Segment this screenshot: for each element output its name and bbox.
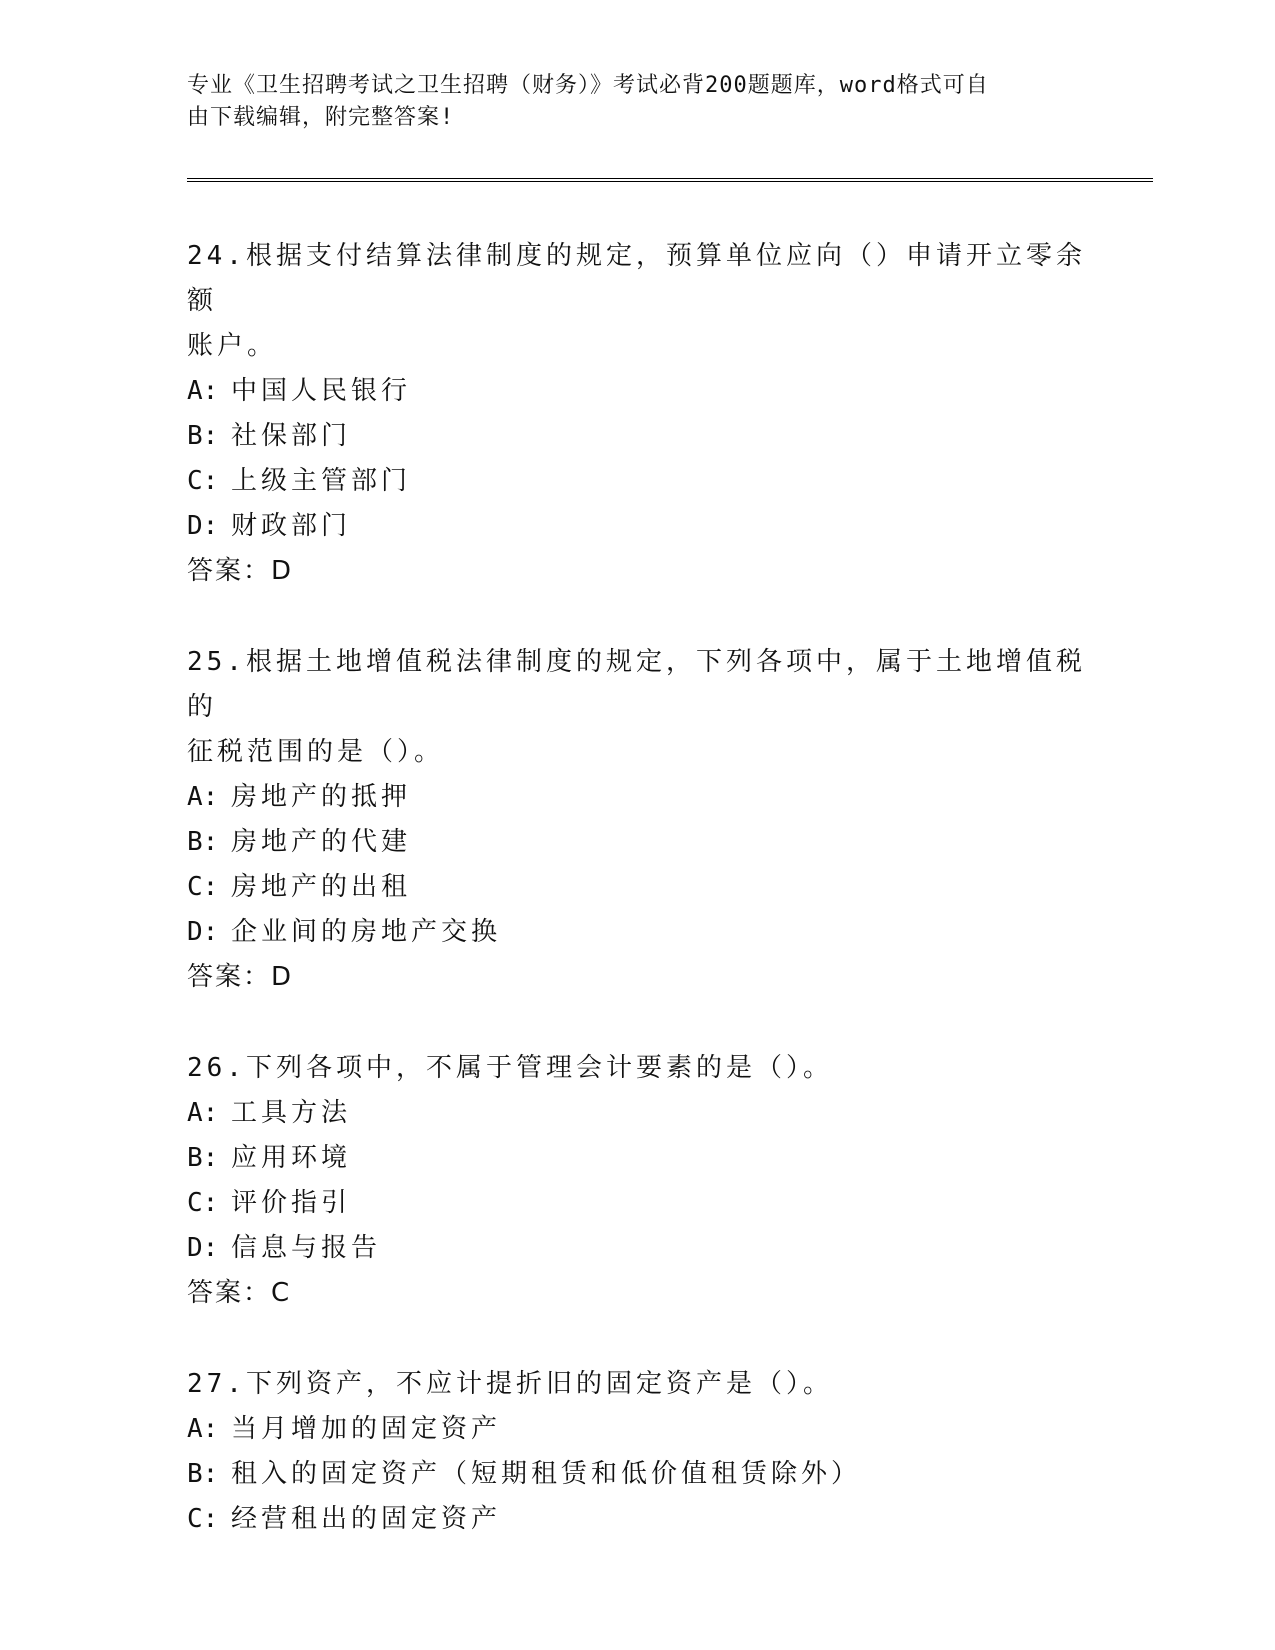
option-letter: A: <box>187 376 219 406</box>
option-b <box>187 1452 1087 1497</box>
option-b <box>187 414 1087 459</box>
option-b <box>187 820 1087 865</box>
option-d <box>187 910 1087 955</box>
option-a <box>187 775 1087 820</box>
option-text: 房地产的出租 <box>231 872 412 902</box>
option-text: 评价指引 <box>231 1188 352 1218</box>
question-stem-line-2: 账户。 <box>187 331 278 361</box>
question-27 <box>187 1362 1087 1542</box>
option-letter: B: <box>187 421 219 451</box>
option-text: 房地产的代建 <box>231 827 412 857</box>
option-letter: B: <box>187 1143 219 1173</box>
question-stem <box>187 1046 1087 1091</box>
option-letter: D: <box>187 511 219 541</box>
option-text: 企业间的房地产交换 <box>231 917 502 947</box>
option-letter: D: <box>187 917 219 947</box>
question-list <box>187 234 1087 1588</box>
option-a <box>187 1091 1087 1136</box>
option-a <box>187 1407 1087 1452</box>
header-line-1: 专业《卫生招聘考试之卫生招聘（财务）》考试必背200题题库，word格式可自 <box>187 73 989 98</box>
option-text: 当月增加的固定资产 <box>231 1414 502 1444</box>
option-letter: D: <box>187 1233 219 1263</box>
option-letter: B: <box>187 1459 219 1489</box>
question-24 <box>187 234 1087 594</box>
answer-line: 答案：D <box>187 556 294 586</box>
option-text: 租入的固定资产（短期租赁和低价值租赁除外） <box>231 1459 862 1489</box>
question-stem-line-1: 24.根据支付结算法律制度的规定，预算单位应向（）申请开立零余额 <box>187 241 1086 316</box>
option-c <box>187 1181 1087 1226</box>
question-stem <box>187 640 1087 775</box>
option-text: 经营租出的固定资产 <box>231 1504 502 1534</box>
option-text: 中国人民银行 <box>231 376 412 406</box>
question-stem-line-1: 25.根据土地增值税法律制度的规定，下列各项中，属于土地增值税的 <box>187 647 1086 722</box>
question-25 <box>187 640 1087 1000</box>
option-c <box>187 1497 1087 1542</box>
question-stem-line-1: 26.下列各项中，不属于管理会计要素的是（）。 <box>187 1053 833 1083</box>
option-b <box>187 1136 1087 1181</box>
question-26 <box>187 1046 1087 1316</box>
option-letter: A: <box>187 1414 219 1444</box>
header-divider <box>187 178 1153 182</box>
option-text: 上级主管部门 <box>231 466 412 496</box>
option-text: 应用环境 <box>231 1143 352 1173</box>
option-letter: C: <box>187 872 219 902</box>
question-stem-line-2: 征税范围的是（）。 <box>187 737 445 767</box>
header-line-2: 由下载编辑，附完整答案! <box>187 105 455 130</box>
option-text: 社保部门 <box>231 421 352 451</box>
option-d <box>187 1226 1087 1271</box>
question-stem <box>187 234 1087 369</box>
answer-line: 答案：D <box>187 962 294 992</box>
option-letter: C: <box>187 1188 219 1218</box>
option-letter: C: <box>187 1504 219 1534</box>
option-text: 工具方法 <box>231 1098 352 1128</box>
option-letter: C: <box>187 466 219 496</box>
option-c <box>187 865 1087 910</box>
option-text: 财政部门 <box>231 511 352 541</box>
option-c <box>187 459 1087 504</box>
question-stem-line-1: 27.下列资产，不应计提折旧的固定资产是（）。 <box>187 1369 833 1399</box>
option-a <box>187 369 1087 414</box>
answer-line: 答案：C <box>187 1278 292 1308</box>
option-letter: A: <box>187 1098 219 1128</box>
document-header <box>187 70 1067 134</box>
option-letter: A: <box>187 782 219 812</box>
question-stem <box>187 1362 1087 1407</box>
option-d <box>187 504 1087 549</box>
option-text: 房地产的抵押 <box>231 782 412 812</box>
option-text: 信息与报告 <box>231 1233 382 1263</box>
option-letter: B: <box>187 827 219 857</box>
